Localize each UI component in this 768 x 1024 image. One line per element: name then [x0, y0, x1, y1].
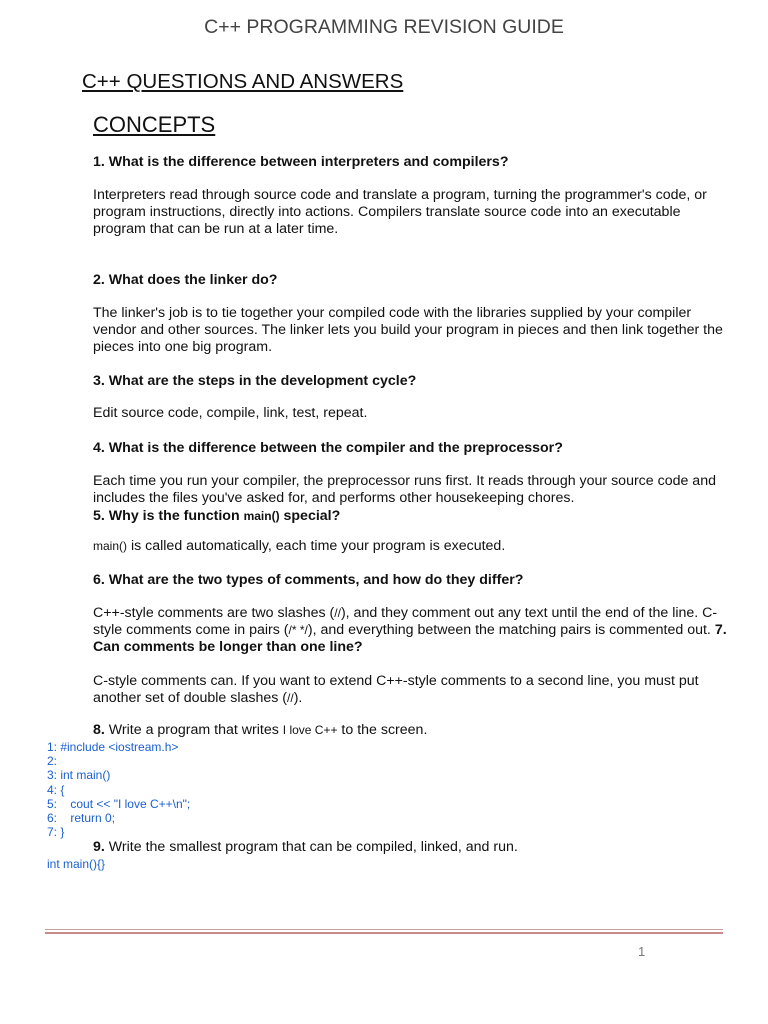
code-line: 6: return 0;: [47, 811, 116, 826]
code-line: 4: {: [47, 782, 65, 797]
question-8-code: I love C++: [282, 723, 338, 737]
page-number: 1: [638, 944, 646, 959]
answer-6-code-2: /* */: [288, 623, 308, 637]
code-line: 3: int main(): [47, 768, 111, 783]
page-header-title: C++ PROGRAMMING REVISION GUIDE: [204, 16, 564, 38]
answer-4: Each time you run your compiler, the preprocessor runs first. It reads through your source code and includes the files you've asked for, and performs other housekeeping chores.: [93, 473, 716, 506]
question-5-code: main(): [243, 509, 280, 523]
footer-rule-thick: [45, 932, 723, 934]
question-3: 3. What are the steps in the development cycle?: [93, 373, 417, 389]
question-7: 7. Can comments be longer than one line?: [93, 622, 727, 655]
code-block-8: [47, 740, 190, 839]
question-9: [93, 839, 733, 856]
code-block-9: int main(){}: [47, 857, 106, 871]
answer-5-text: is called automatically, each time your program is executed.: [127, 538, 506, 554]
code-line: 7: }: [47, 825, 65, 840]
question-9-text: Write the smallest program that can be compiled, linked, and run.: [104, 839, 518, 855]
answer-1: Interpreters read through source code and translate a program, turning the programmer's code, or program instructions, directly into actions. Compilers translate source code into an executable program that can be run at a later time.: [93, 187, 707, 237]
question-8: [93, 722, 733, 739]
question-8-pre: Write a program that writes: [104, 722, 283, 738]
answer-7: [93, 673, 733, 707]
answer-6-part-a: C++-style comments are two slashes (: [93, 605, 335, 621]
answer-5: [93, 538, 733, 555]
question-5-post: special?: [279, 508, 341, 524]
code-line: 5: cout << "I love C++\n";: [47, 796, 191, 811]
answer-7-code: //: [287, 691, 294, 705]
question-5-pre: 5. Why is the function: [93, 508, 244, 524]
answer-7-part-b: ).: [293, 690, 303, 706]
answer-3: Edit source code, compile, link, test, repeat.: [93, 405, 368, 421]
question-5: [93, 508, 340, 524]
section-subtitle: CONCEPTS: [93, 112, 216, 137]
answer-6-part-c: ), and everything between the matching pairs is commented out.: [307, 622, 715, 638]
answer-5-code: main(): [93, 539, 128, 553]
question-2: 2. What does the linker do?: [93, 272, 278, 288]
code-line: 2:: [47, 754, 58, 769]
answer-6-code-1: //: [334, 606, 341, 620]
code-line: 1: #include <iostream.h>: [47, 740, 179, 754]
question-9-number: 9.: [93, 839, 105, 855]
answer-7-part-a: C-style comments can. If you want to extend C++-style comments to a second line, you must put another set of double slashes (: [93, 673, 699, 706]
answer-6: [93, 605, 733, 656]
question-8-number: 8.: [93, 722, 105, 738]
footer-rule: [45, 929, 723, 930]
question-8-post: to the screen.: [337, 722, 428, 738]
question-4: 4. What is the difference between the compiler and the preprocessor?: [93, 440, 563, 456]
question-6: 6. What are the two types of comments, and how do they differ?: [93, 572, 524, 588]
section-title: C++ QUESTIONS AND ANSWERS: [82, 70, 404, 93]
answer-2: The linker's job is to tie together your compiled code with the libraries supplied by your compiler vendor and other sources. The linker lets you build your program in pieces and then link together the pieces into one big program.: [93, 305, 723, 355]
question-1: 1. What is the difference between interpreters and compilers?: [93, 154, 509, 170]
answer-6-part-b: ), and they comment out any text until the end of the line. C-style comments come in pairs (: [93, 605, 718, 638]
